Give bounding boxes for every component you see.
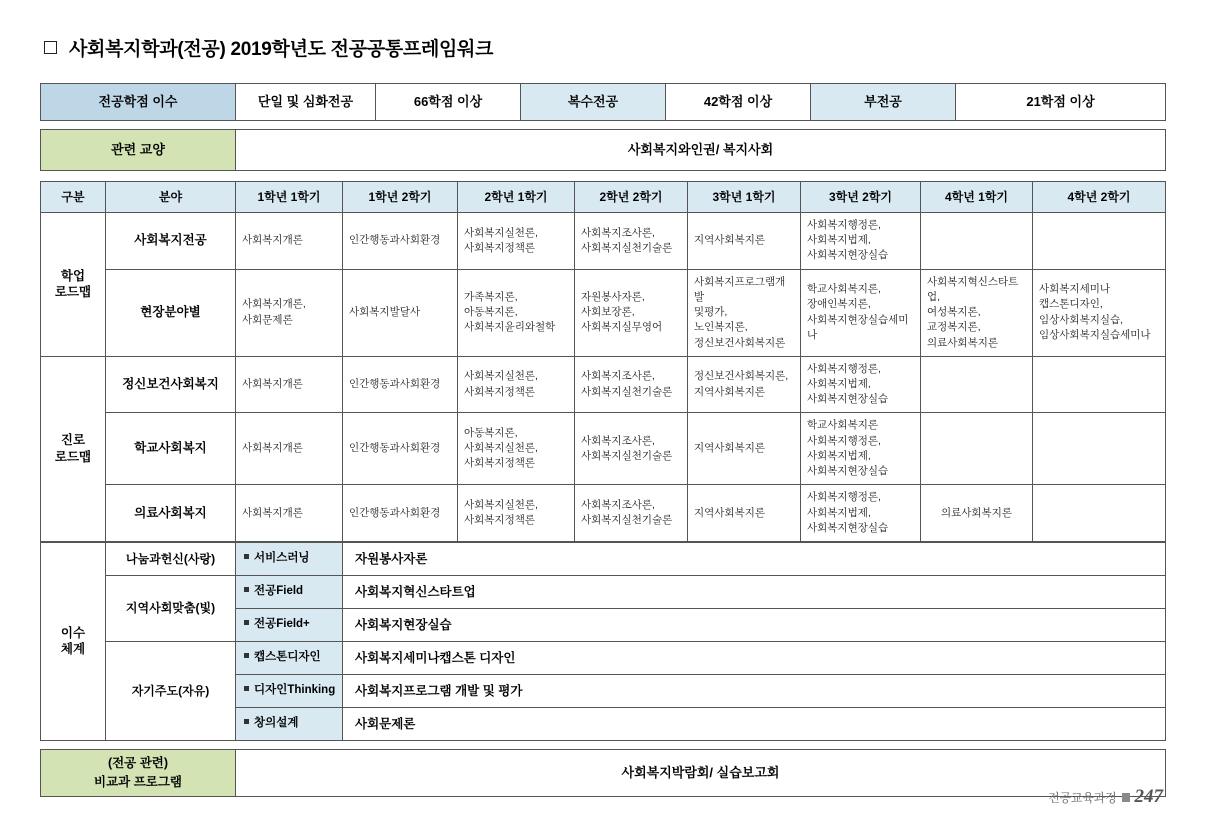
matrix-cell: 사회복지개론 — [236, 485, 343, 542]
matrix-area-label-1-0: 정신보건사회복지 — [106, 356, 236, 413]
matrix-cell: 인간행동과사회환경 — [343, 413, 458, 485]
matrix-cell: 사회복지개론 — [236, 413, 343, 485]
matrix-cell — [1033, 356, 1166, 413]
table-row — [41, 485, 1166, 542]
matrix-col-8: 4학년 1학기 — [921, 182, 1033, 213]
system-area-0: 나눔과헌신(사랑) — [106, 542, 236, 575]
table-row — [41, 749, 1166, 796]
matrix-cell: 사회복지실천론, 사회복지정책론 — [458, 213, 575, 270]
table-row — [41, 413, 1166, 485]
extracurricular-table — [40, 749, 1166, 797]
matrix-group-label-0: 학업 로드맵 — [41, 213, 106, 357]
completion-system-table — [40, 542, 1166, 741]
matrix-cell: 사회복지개론 — [236, 213, 343, 270]
system-tag-3 — [236, 641, 343, 674]
matrix-cell: 지역사회복지론 — [688, 413, 801, 485]
system-desc-1: 사회복지혁신스타트업 — [343, 575, 1166, 608]
matrix-cell — [1033, 485, 1166, 542]
credits-item-value-1: 42학점 이상 — [666, 84, 811, 121]
footer-text: 전공교육과정 — [1048, 791, 1117, 805]
matrix-cell: 사회복지개론 — [236, 356, 343, 413]
system-tag-label: 디자인Thinking — [254, 684, 336, 697]
matrix-col-2: 1학년 1학기 — [236, 182, 343, 213]
matrix-cell: 사회복지행정론, 사회복지법제, 사회복지현장실습 — [801, 485, 921, 542]
footer — [1048, 786, 1163, 808]
bullet-square-icon — [244, 653, 249, 658]
matrix-cell: 사회복지실천론, 사회복지정책론 — [458, 356, 575, 413]
system-tag-label: 창의설계 — [254, 717, 299, 730]
credits-item-value-0: 66학점 이상 — [376, 84, 521, 121]
system-tag-label: 캡스톤디자인 — [254, 651, 321, 664]
matrix-cell: 인간행동과사회환경 — [343, 213, 458, 270]
system-area-3: 자기주도(자유) — [106, 641, 236, 740]
table-row — [41, 641, 1166, 674]
system-tag-2 — [236, 608, 343, 641]
matrix-col-7: 3학년 2학기 — [801, 182, 921, 213]
liberal-value: 사회복지와인권/ 복지사회 — [236, 130, 1166, 171]
matrix-cell: 사회복지조사론, 사회복지실천기술론 — [575, 413, 688, 485]
liberal-label: 관련 교양 — [41, 130, 236, 171]
curriculum-matrix-table — [40, 181, 1166, 542]
matrix-cell: 자원봉사자론, 사회보장론, 사회복지실무영어 — [575, 269, 688, 356]
matrix-cell: 사회복지혁신스타트업, 여성복지론, 교정복지론, 의료사회복지론 — [921, 269, 1033, 356]
matrix-cell — [921, 413, 1033, 485]
credits-label: 전공학점 이수 — [41, 84, 236, 121]
matrix-cell: 사회복지행정론, 사회복지법제, 사회복지현장실습 — [801, 356, 921, 413]
table-row — [41, 213, 1166, 270]
matrix-col-6: 3학년 1학기 — [688, 182, 801, 213]
credits-item-name-2: 부전공 — [811, 84, 956, 121]
system-tag-label: 전공Field+ — [254, 618, 310, 631]
matrix-cell — [1033, 213, 1166, 270]
bullet-square-icon — [244, 686, 249, 691]
matrix-cell: 인간행동과사회환경 — [343, 356, 458, 413]
matrix-cell: 가족복지론, 아동복지론, 사회복지윤리와철학 — [458, 269, 575, 356]
matrix-col-3: 1학년 2학기 — [343, 182, 458, 213]
matrix-area-label-1-2: 의료사회복지 — [106, 485, 236, 542]
matrix-area-label-0-0: 사회복지전공 — [106, 213, 236, 270]
matrix-cell: 아동복지론, 사회복지실천론, 사회복지정책론 — [458, 413, 575, 485]
matrix-cell: 사회복지프로그램개발 및평가, 노인복지론, 정신보건사회복지론 — [688, 269, 801, 356]
system-tag-label: 서비스러닝 — [254, 552, 310, 565]
matrix-cell: 학교사회복지론, 장애인복지론, 사회복지현장실습세미나 — [801, 269, 921, 356]
matrix-cell — [921, 213, 1033, 270]
matrix-cell: 학교사회복지론 사회복지행정론, 사회복지법제, 사회복지현장실습 — [801, 413, 921, 485]
matrix-cell: 지역사회복지론 — [688, 213, 801, 270]
table-row — [41, 542, 1166, 575]
matrix-cell: 사회복지조사론, 사회복지실천기술론 — [575, 356, 688, 413]
matrix-cell: 사회복지조사론, 사회복지실천기술론 — [575, 485, 688, 542]
page-number: 247 — [1134, 786, 1163, 807]
table-row — [41, 269, 1166, 356]
table-row — [41, 575, 1166, 608]
bullet-square-icon — [244, 620, 249, 625]
system-tag-1 — [236, 575, 343, 608]
bullet-square-icon — [244, 554, 249, 559]
credits-item-name-0: 단일 및 심화전공 — [236, 84, 376, 121]
table-row — [41, 84, 1166, 121]
matrix-cell — [1033, 413, 1166, 485]
matrix-cell: 인간행동과사회환경 — [343, 485, 458, 542]
footer-mark-icon — [1122, 793, 1130, 802]
bullet-square-icon — [244, 719, 249, 724]
system-desc-0: 자원봉사자론 — [343, 542, 1166, 575]
matrix-cell: 사회복지행정론, 사회복지법제, 사회복지현장실습 — [801, 213, 921, 270]
matrix-col-4: 2학년 1학기 — [458, 182, 575, 213]
matrix-col-9: 4학년 2학기 — [1033, 182, 1166, 213]
extra-label: (전공 관련) 비교과 프로그램 — [41, 749, 236, 796]
credits-item-value-2: 21학점 이상 — [956, 84, 1166, 121]
matrix-cell: 사회복지개론, 사회문제론 — [236, 269, 343, 356]
system-desc-2: 사회복지현장실습 — [343, 608, 1166, 641]
system-desc-5: 사회문제론 — [343, 707, 1166, 740]
credits-table — [40, 83, 1166, 121]
matrix-cell: 사회복지발달사 — [343, 269, 458, 356]
matrix-cell: 정신보건사회복지론, 지역사회복지론 — [688, 356, 801, 413]
liberal-arts-table — [40, 129, 1166, 171]
credits-item-name-1: 복수전공 — [521, 84, 666, 121]
matrix-cell — [921, 356, 1033, 413]
system-desc-4: 사회복지프로그램 개발 및 평가 — [343, 674, 1166, 707]
matrix-area-label-1-1: 학교사회복지 — [106, 413, 236, 485]
system-tag-label: 전공Field — [254, 585, 304, 598]
matrix-cell: 지역사회복지론 — [688, 485, 801, 542]
matrix-col-0: 구분 — [41, 182, 106, 213]
matrix-group-label-1: 진로 로드맵 — [41, 356, 106, 541]
system-tag-5 — [236, 707, 343, 740]
title-text: 사회복지학과(전공) 2019학년도 전공공통프레임워크 — [69, 39, 494, 60]
bullet-square-icon — [244, 587, 249, 592]
system-tag-4 — [236, 674, 343, 707]
matrix-col-5: 2학년 2학기 — [575, 182, 688, 213]
table-row — [41, 356, 1166, 413]
matrix-header-row — [41, 182, 1166, 213]
table-row — [41, 130, 1166, 171]
system-desc-3: 사회복지세미나캡스톤 디자인 — [343, 641, 1166, 674]
matrix-cell: 사회복지세미나 캡스톤디자인, 임상사회복지실습, 임상사회복지실습세미나 — [1033, 269, 1166, 356]
system-tag-0 — [236, 542, 343, 575]
system-area-1: 지역사회맞춤(빛) — [106, 575, 236, 641]
page-title — [44, 34, 1165, 61]
matrix-col-1: 분야 — [106, 182, 236, 213]
extra-value: 사회복지박람회/ 실습보고회 — [236, 749, 1166, 796]
bullet-icon — [44, 41, 57, 54]
matrix-cell: 의료사회복지론 — [921, 485, 1033, 542]
system-label: 이수 체계 — [41, 542, 106, 740]
matrix-cell: 사회복지조사론, 사회복지실천기술론 — [575, 213, 688, 270]
matrix-cell: 사회복지실천론, 사회복지정책론 — [458, 485, 575, 542]
matrix-area-label-0-1: 현장분야별 — [106, 269, 236, 356]
